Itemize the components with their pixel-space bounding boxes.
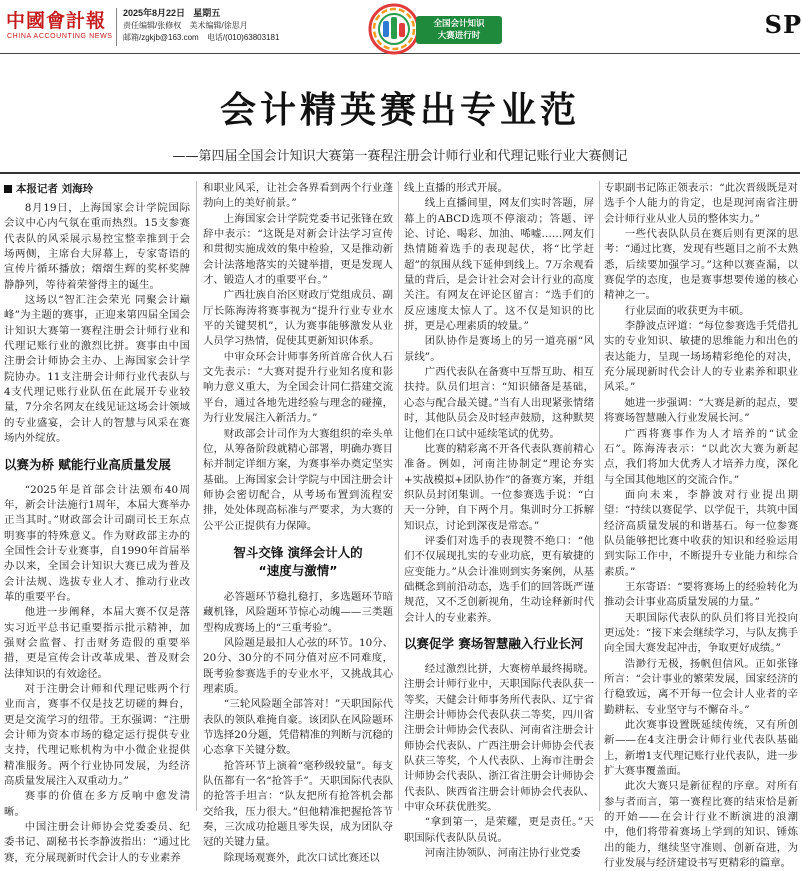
- article-headline: 会计精英赛出专业范: [219, 89, 580, 131]
- section-heading: 以赛为桥 赋能行业高质量发展: [4, 456, 171, 472]
- column-rule: [599, 181, 600, 811]
- paragraph: 中审众环会计师事务所首席合伙人石文先表示：“大赛对提升行业知名度和影响力意义重大，为全国会计同仁搭建交流平台，通过各地先进经验与理念的碰撞，为行业发展注入新活力。”: [203, 350, 393, 425]
- paper-name: 中國會計報: [6, 10, 107, 32]
- issue-date: 2025年8月22日: [123, 8, 186, 18]
- section-heading: [203, 544, 393, 580]
- paragraph: 比赛的精彩离不开各代表队赛前精心准备。例如，河南注协制定“理论夯实+实战模拟+团队协作”的备赛方案，并组织队员封闭集训。一位参赛选手说：“白天一分钟，自下两个月。集训时分工拆解知识点，讨论到深夜是常态。”: [404, 442, 594, 532]
- paragraph: 除现场观赛外，此次口试比赛还以: [223, 851, 380, 864]
- paragraph: 和职业风采，让社会各界看到两个行业蓬勃向上的美好前景。”: [203, 182, 393, 210]
- paragraph: 中国注册会计师协会党委委员、纪委书记、副秘书长李静波指出：“通过比赛，充分展现新时代会计人的专业素养: [4, 821, 190, 864]
- section-heading-line-1: 智斗交锋 演绎会计人的: [233, 544, 363, 560]
- paragraph: “拿到第一，是荣耀，更是责任。”天职国际代表队队员说。: [404, 816, 594, 844]
- paragraph: 必答题环节稳扎稳打，多选题环节暗藏机锋，风险题环节惊心动魄——三类题型构成赛场上的“三重考验”。: [203, 590, 393, 634]
- paragraph: 李静波点评道：“每位参赛选手凭借扎实的专业知识、敏捷的思维能力和出色的表达能力，呈现一场场精彩绝伦的对决，充分展现新时代会计人的专业素养和职业风采。”: [604, 320, 798, 394]
- article-column-1: [4, 181, 190, 864]
- contact-phone: 电话/(010)63803181: [206, 33, 280, 42]
- column-rule: [196, 181, 197, 811]
- article-column-3: [404, 181, 594, 860]
- paragraph: 评委们对选手的表现赞不绝口：“他们不仅展现扎实的专业功底，更有敏捷的应变能力。”从会计准则到实务案例，从基础概念到前沿动态，选手们的回答既严谨规范，又不乏创新视角，生动诠释新时代会计人的专业素养。: [404, 534, 594, 624]
- paragraph: 此次大赛只是新征程的序章。对所有参与者而言，第一赛程比赛的结束恰是新的开始——在会计行业不断演进的浪潮中，他们将带着赛场上学到的知识、锤炼出的能力，继续坚守准则、创新奋进，为行业发展与经济建设书写更精彩的篇章。: [604, 780, 798, 870]
- paragraph: 他进一步阐释，本届大赛不仅是落实习近平总书记重要指示批示精神，加强财会监督、打击财务造假的重要举措，更是宣传会计改革成果、普及财会法律知识的有效途径。: [4, 606, 190, 680]
- section-heading: 以赛促学 赛场智慧融入行业长河: [404, 635, 584, 651]
- paragraph: 对于注册会计师和代理记账两个行业而言，赛事不仅是技艺切磋的舞台，更是交流学习的纽带。王东强调：“注册会计师为资本市场的稳定运行提供专业支持，代理记账机构为中小微企业提供精准服务。两个行业协同发展，为经济高质量发展注入双重动力。”: [4, 682, 190, 788]
- byline-square-icon: [4, 185, 12, 193]
- column-rule: [398, 181, 399, 811]
- paragraph: 线上直播间里，网友们实时答题，屏幕上的ABCD选项不停滚动；答题、评论、讨论、喝彩、加油、唏嘘……网友们热情随着选手的表现起伏，将“比学赶超”的氛围从线下延伸到线上。7万余观看量的背后，是会计社会对会计行业的高度关注。有网友在评论区留言：“选手们的反应速度太惊人了。这不仅是知识的比拼，更是心理素质的较量。”: [404, 197, 594, 333]
- paragraph: 广西将赛事作为人才培养的“试金石”。陈海涛表示：“以此次大赛为新起点，我们将加大优秀人才培养力度，深化与全国其他地区的交流合作。”: [604, 427, 798, 486]
- section-heading-line-2: “速度与激情”: [258, 562, 338, 578]
- paragraph: 团队协作是赛场上的另一道亮丽“风景线”。: [404, 335, 594, 363]
- paragraph: 河南注协领队、河南注协行业党委: [424, 847, 581, 860]
- article-subheadline: ——第四届全国会计知识大赛第一赛程注册会计师行业和代理记账行业大赛侧记: [172, 149, 628, 164]
- paragraph: 广西壮族自治区财政厅党组成员、副厅长陈海涛将赛事视为“提升行业专业水平的关键契机”，认为赛事能够激发从业人员学习热情，促使其更新知识体系。: [203, 289, 393, 348]
- paragraph: 面向未来，李静波对行业提出期望：“持续以赛促学、以学促干，共筑中国经济高质量发展的和谐基石。每一位参赛队员能够把比赛中收获的知识和经验运用到实际工作中，不断提升专业能力和综合素质。”: [604, 488, 798, 578]
- paragraph: 浩渺行无极，扬帆但信风。正如张锋所言：“会计事业的繁荣发展，国家经济的行稳致远，离不开每一位会计人业者的辛勤耕耘、专业坚守与不懈奋斗。”: [604, 657, 798, 716]
- paragraph: “三轮风险题全部答对！”天职国际代表队的领队难掩自豪。该团队在风险题环节选择20分题，凭借精准的判断与沉稳的心态拿下关键分数。: [203, 698, 393, 757]
- byline: [4, 181, 190, 197]
- article-column-4: [604, 181, 798, 870]
- paper-name-en: CHINA ACCOUNTING NEWS: [7, 33, 113, 40]
- paragraph: 王东寄语：“要将赛场上的经验转化为推动会计事业高质量发展的力量。”: [604, 580, 798, 609]
- editor-credit: 责任编辑/张修权: [123, 21, 182, 30]
- paragraph: 一些代表队队员在赛后则有更深的思考：“通过比赛，发现有些题目之前不太熟悉，后续要加强学习。”这种以赛查漏，以赛促学的态度，也是赛事想要传递的核心精神之一。: [604, 228, 798, 302]
- paragraph: 行业层面的收获更为丰硕。: [624, 304, 750, 317]
- paragraph: 8月19日，上海国家会计学院国际会议中心内气氛在重而热烈。15支参赛代表队的风采展示易控宝整幸推到于会场两侧，主席台大屏幕上，专家寄语的宣传片循环播放；熠熠生辉的奖杯奖牌静静列，等待着荣誉得主的诞生。: [4, 202, 190, 291]
- contact-email: 邮箱/zgkjb@163.com: [123, 33, 199, 42]
- issue-weekday: 星期五: [193, 8, 221, 18]
- masthead: [0, 0, 800, 54]
- paragraph: 经过激烈比拼，大赛榜单最终揭晓。注册会计师行业中，天职国际代表队获一等奖，天健会计师事务所代表队、辽宁省注册会计师协会代表队获二等奖，四川省注册会计师协会代表队、河南省注册会计师协会代表队、广西注册会计师协会代表队获三等奖，个人代表队、上海市注册会计师协会代表队、浙江省注册会计师协会代表队、陕西省注册会计师协会代表队、中审众环获优胜奖。: [404, 662, 594, 814]
- headline-rule: [0, 172, 800, 174]
- paragraph: 风险题是最扣人心弦的环节。10分、20分、30分的不同分值对应不同难度，既考验参赛选手的专业水平，又挑战其心理素质。: [203, 636, 393, 695]
- paragraph: 抢答环节上演着“毫秒级较量”。每支队伍都有一名“抢答手”。天职国际代表队的抢答手坦言：“队友把所有抢答机会都交给我，压力很大。”但他精准把握抢答节奏，三次成功抢题且零失误，成为团队夺冠的关键力量。: [203, 759, 393, 849]
- paragraph: 线上直播的形式开展。: [404, 182, 508, 194]
- paragraph: 上海国家会计学院党委书记张锋在致辞中表示：“这既是对新会计法学习宣传和贯彻实施成效的集中检验，又是推动新会计法落地落实的关键举措，更是发现人才、锻造人才的重要平台。”: [203, 212, 393, 287]
- paragraph: 此次赛事设置既延续传统，又有所创新——在4支注册会计师行业代表队基础上，新增1支代理记账行业代表队，进一步扩大赛事覆盖面。: [604, 719, 798, 778]
- contest-banner: [416, 16, 502, 44]
- section-tag: SP: [764, 10, 802, 39]
- designer-credit: 美术编辑/徐思月: [189, 21, 248, 30]
- contest-logo-icon: [368, 3, 420, 55]
- byline-text: 本报记者 刘海玲: [16, 183, 94, 195]
- paragraph: 她进一步强调：“大赛是新的起点，要将赛场智慧融入行业发展长河。”: [604, 396, 798, 425]
- paragraph: 广西代表队在备赛中互帮互助、相互扶持。队员们坦言：“知识储备是基础，心态与配合最关键。”当有人出现紧张情绪时，其他队员会及时轻声鼓励，这种默契让他们在口试中延续笔试的优势。: [404, 366, 594, 440]
- paragraph: 财政部会计司作为大赛组织的牵头单位，从筹备阶段就精心部署，明确办赛目标并制定详细方案，为赛事举办奠定坚实基础。上海国家会计学院与中国注册会计师协会密切配合，从考场布置到流程安排，处处体现高标准与严要求，为大赛的公平公正提供有力保障。: [203, 427, 393, 532]
- article-column-2: [203, 181, 393, 864]
- masthead-info: [123, 7, 285, 44]
- paragraph: 专职副书记陈正领表示：“此次晋级既是对选手个人能力的肯定，也是现河南省注册会计师行业从业人员的整体实力。”: [604, 182, 798, 225]
- paragraph: 赛事的价值在多方反响中愈发清晰。: [4, 790, 190, 818]
- paragraph: “2025年是首部会计法颁布40周年，新会计法施行1周年，本届大赛举办正当其时。”财政部会计司副司长王东点明赛事的特殊意义。作为财政部主办的全国性会计专业赛事，自1990年首届举办以来，全国会计知识大赛已成为普及会计法规、选拔专业人才、推动行业改革的重要平台。: [4, 483, 190, 603]
- banner-line-1: 全国会计知识: [433, 19, 485, 29]
- banner-line-2: 大赛进行时: [437, 31, 481, 41]
- paragraph: 天职国际代表队的队员们将目光投向更远处：“接下来会继续学习，与队友携手向全国大赛发起冲击，争取更好成绩。”: [604, 611, 798, 655]
- paragraph: 这场以“智汇注会荣光 同聚会计巅峰”为主题的赛事，正迎来第四届全国会计知识大赛第一赛程注册会计师行业和代理记账行业的激烈比拼。赛事由中国注册会计师协会主办、上海国家会计学院协办。11支注册会计师行业代表队与4支代理记账行业队伍在此展开专业较量，7分余名网友在线见证这场会计领域的专业盛宴，会计人的智慧与风采在赛场内外绽放。: [4, 294, 190, 445]
- masthead-divider: [116, 8, 117, 46]
